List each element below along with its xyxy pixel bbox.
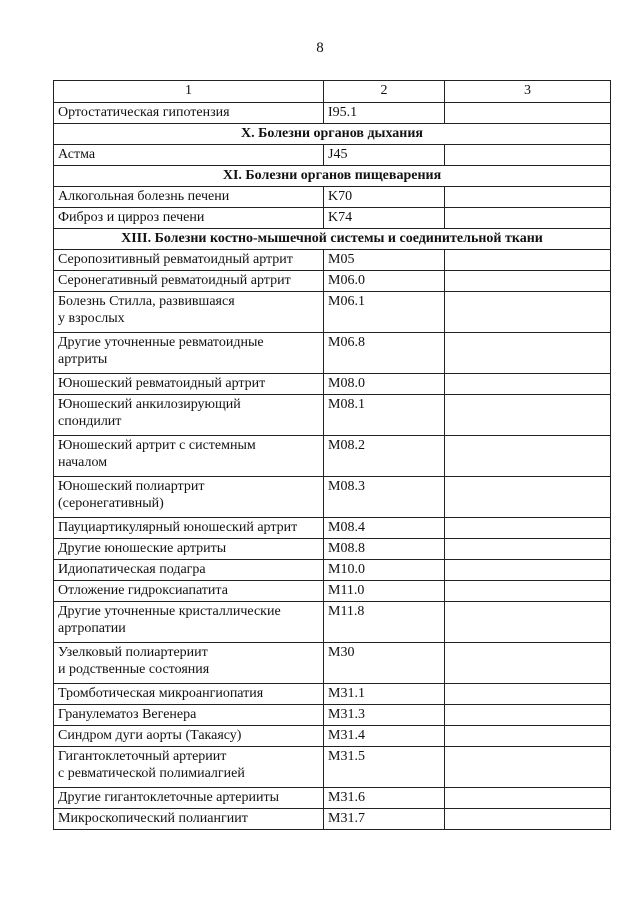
disease-name-cell: Идиопатическая подагра: [54, 560, 324, 581]
page-number: 8: [316, 40, 324, 56]
section-header-row: [54, 166, 611, 187]
table-row: [54, 208, 611, 229]
disease-name-line-1: Юношеский анкилозирующий: [58, 397, 241, 412]
icd-code-cell: M31.3: [324, 705, 445, 726]
table-row: [54, 684, 611, 705]
table-row: [54, 560, 611, 581]
disease-name-line-1: Гигантоклеточный артериит: [58, 749, 227, 764]
disease-name-cell: [54, 747, 324, 788]
table-body: [54, 81, 611, 830]
table-row: [54, 292, 611, 333]
disease-name-cell: [54, 395, 324, 436]
icd-code-cell: M08.2: [324, 436, 445, 477]
disease-name-line-2: артриты: [58, 352, 108, 367]
disease-name-cell: Алкогольная болезнь печени: [54, 187, 324, 208]
icd-code-cell: M31.1: [324, 684, 445, 705]
disease-name-cell: [54, 643, 324, 684]
disease-name-line-1: Юношеский полиартрит: [58, 479, 205, 494]
icd-code-cell: M11.8: [324, 602, 445, 643]
icd-code-cell: M08.1: [324, 395, 445, 436]
section-header-row: [54, 229, 611, 250]
table-row: [54, 602, 611, 643]
column-3-cell: [445, 374, 611, 395]
disease-name-cell: [54, 292, 324, 333]
disease-name-line-1: Другие уточненные кристаллические: [58, 604, 281, 619]
icd-code-cell: M06.8: [324, 333, 445, 374]
column-3-cell: [445, 726, 611, 747]
icd-code-cell: M08.0: [324, 374, 445, 395]
icd-code-cell: M06.0: [324, 271, 445, 292]
disease-name-line-2: у взрослых: [58, 311, 125, 326]
disease-name-line-2: (серонегативный): [58, 496, 164, 511]
column-3-cell: [445, 103, 611, 124]
column-3-cell: [445, 788, 611, 809]
disease-name-cell: Гранулематоз Вегенера: [54, 705, 324, 726]
disease-name-cell: Тромботическая микроангиопатия: [54, 684, 324, 705]
section-header-row: [54, 124, 611, 145]
disease-name-cell: Фиброз и цирроз печени: [54, 208, 324, 229]
column-3-cell: [445, 684, 611, 705]
disease-name-line-2: с ревматической полимиалгией: [58, 766, 245, 781]
disease-name-cell: Пауциартикулярный юношеский артрит: [54, 518, 324, 539]
disease-name-cell: Астма: [54, 145, 324, 166]
column-3-cell: [445, 187, 611, 208]
column-3-cell: [445, 271, 611, 292]
icd-code-cell: I95.1: [324, 103, 445, 124]
disease-name-cell: Ортостатическая гипотензия: [54, 103, 324, 124]
section-title: XI. Болезни органов пищеварения: [54, 166, 611, 187]
table-row: [54, 436, 611, 477]
column-3-cell: [445, 602, 611, 643]
icd-code-cell: M31.6: [324, 788, 445, 809]
table-row: [54, 539, 611, 560]
column-3-cell: [445, 333, 611, 374]
column-3-cell: [445, 705, 611, 726]
disease-name-cell: [54, 477, 324, 518]
column-header-2: 2: [324, 81, 445, 103]
disease-name-cell: Другие юношеские артриты: [54, 539, 324, 560]
disease-name-cell: Юношеский ревматоидный артрит: [54, 374, 324, 395]
icd-code-cell: J45: [324, 145, 445, 166]
disease-name-line-1: Другие уточненные ревматоидные: [58, 335, 264, 350]
disease-name-cell: Серопозитивный ревматоидный артрит: [54, 250, 324, 271]
disease-name-line-1: Юношеский артрит с системным: [58, 438, 256, 453]
icd-code-cell: M31.7: [324, 809, 445, 830]
column-3-cell: [445, 518, 611, 539]
disease-name-line-2: началом: [58, 455, 108, 470]
disease-name-cell: Другие гигантоклеточные артерииты: [54, 788, 324, 809]
table-row: [54, 103, 611, 124]
table-row: [54, 395, 611, 436]
disease-code-table: [53, 80, 611, 830]
icd-code-cell: M06.1: [324, 292, 445, 333]
column-3-cell: [445, 809, 611, 830]
column-3-cell: [445, 539, 611, 560]
section-title: X. Болезни органов дыхания: [54, 124, 611, 145]
table-row: [54, 788, 611, 809]
disease-name-line-1: Болезнь Стилла, развившаяся: [58, 294, 235, 309]
table-row: [54, 705, 611, 726]
column-header-3: 3: [445, 81, 611, 103]
column-3-cell: [445, 145, 611, 166]
disease-name-cell: [54, 333, 324, 374]
icd-code-cell: K70: [324, 187, 445, 208]
table-row: [54, 809, 611, 830]
disease-name-cell: [54, 436, 324, 477]
table-row: [54, 271, 611, 292]
table-row: [54, 333, 611, 374]
column-3-cell: [445, 560, 611, 581]
icd-code-cell: K74: [324, 208, 445, 229]
column-3-cell: [445, 747, 611, 788]
table-row: [54, 643, 611, 684]
column-3-cell: [445, 477, 611, 518]
disease-name-line-2: и родственные состояния: [58, 662, 210, 677]
disease-name-cell: Серонегативный ревматоидный артрит: [54, 271, 324, 292]
column-3-cell: [445, 581, 611, 602]
table-row: [54, 581, 611, 602]
icd-code-cell: M11.0: [324, 581, 445, 602]
column-3-cell: [445, 436, 611, 477]
column-3-cell: [445, 208, 611, 229]
disease-name-cell: Синдром дуги аорты (Такаясу): [54, 726, 324, 747]
section-title: XIII. Болезни костно-мышечной системы и соединительной ткани: [54, 229, 611, 250]
icd-code-cell: M30: [324, 643, 445, 684]
column-3-cell: [445, 292, 611, 333]
table-row: [54, 145, 611, 166]
column-3-cell: [445, 395, 611, 436]
table-row: [54, 477, 611, 518]
table-row: [54, 726, 611, 747]
disease-name-cell: [54, 602, 324, 643]
disease-name-line-2: спондилит: [58, 414, 122, 429]
column-header-1: 1: [54, 81, 324, 103]
table-row: [54, 518, 611, 539]
icd-code-cell: M08.8: [324, 539, 445, 560]
icd-code-cell: M10.0: [324, 560, 445, 581]
column-3-cell: [445, 643, 611, 684]
table-header-row: [54, 81, 611, 103]
table-row: [54, 187, 611, 208]
column-3-cell: [445, 250, 611, 271]
icd-code-cell: M31.5: [324, 747, 445, 788]
disease-name-line-1: Узелковый полиартериит: [58, 645, 208, 660]
disease-name-cell: Отложение гидроксиапатита: [54, 581, 324, 602]
table-row: [54, 250, 611, 271]
disease-name-cell: Микроскопический полиангиит: [54, 809, 324, 830]
table-row: [54, 374, 611, 395]
icd-code-cell: M05: [324, 250, 445, 271]
icd-code-cell: M08.3: [324, 477, 445, 518]
table-row: [54, 747, 611, 788]
icd-code-cell: M31.4: [324, 726, 445, 747]
disease-name-line-2: артропатии: [58, 621, 126, 636]
icd-code-cell: M08.4: [324, 518, 445, 539]
